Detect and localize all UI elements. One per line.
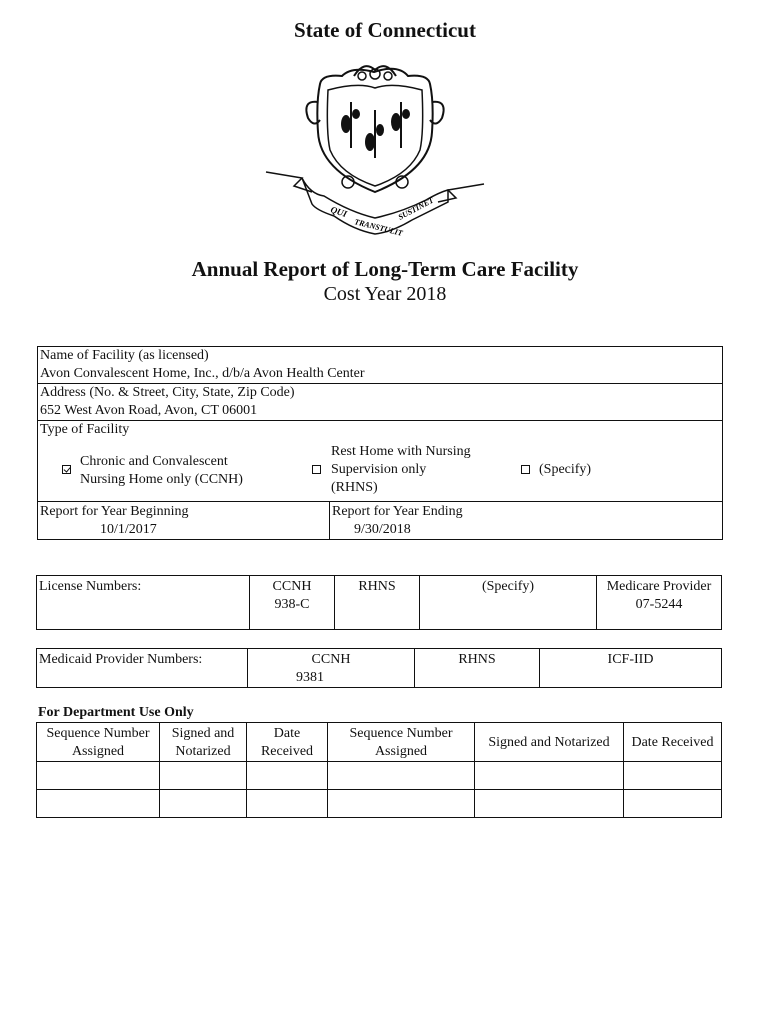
license-ccnh-value: 938-C [274,597,310,612]
dept-header-signed-2 [475,723,624,762]
medicaid-ccnh-label: CCNH [311,652,351,667]
department-use-table [36,722,722,818]
dept-header-date-2-line1: Date Received [631,735,714,750]
license-ccnh-cell [250,576,335,630]
specify-checkbox[interactable] [521,465,530,474]
license-specify-label: (Specify) [481,579,535,594]
license-rhns-label: RHNS [358,579,396,594]
year-ending-label: Report for Year Ending [332,504,463,519]
rhns-option-line1: Rest Home with Nursing [331,444,471,459]
dept-header-seq-1-line1: Sequence Number [46,726,150,741]
medicaid-numbers-table [36,648,722,688]
license-medicare-cell [597,576,722,630]
department-use-heading: For Department Use Only [38,705,194,720]
rhns-option-line2: Supervision only [331,462,427,477]
dept-cell[interactable] [475,762,624,790]
dept-header-date-2 [624,723,722,762]
medicaid-icf-cell [540,649,722,688]
dept-row-2 [37,790,722,818]
dept-cell[interactable] [247,762,328,790]
dept-row-1 [37,762,722,790]
seal-motto-1: QUI [329,204,349,220]
specify-option-label: (Specify) [539,462,592,477]
year-beginning-label: Report for Year Beginning [40,504,189,519]
dept-header-date-1-line2: Received [260,744,314,759]
address-label: Address (No. & Street, City, State, Zip Code) [40,385,295,400]
year-ending-value: 9/30/2018 [354,522,411,537]
dept-header-seq-2 [328,723,475,762]
dept-cell[interactable] [37,790,160,818]
license-numbers-table [36,575,722,630]
report-title: Annual Report of Long-Term Care Facility [191,257,579,281]
medicare-value: 07-5244 [635,597,683,612]
dept-header-date-1-line1: Date [273,726,301,741]
medicaid-rhns-label: RHNS [458,652,496,667]
address-value: 652 West Avon Road, Avon, CT 06001 [40,403,258,418]
dept-header-signed-1-line1: Signed and [171,726,235,741]
year-beginning-value: 10/1/2017 [100,522,157,537]
ccnh-option-line1: Chronic and Convalescent [80,454,228,469]
license-label: License Numbers: [39,579,142,594]
dept-cell[interactable] [160,762,247,790]
rhns-option-line3: (RHNS) [331,480,378,495]
cost-year: Cost Year 2018 [323,283,447,305]
medicaid-ccnh-cell [248,649,415,688]
medicaid-ccnh-value: 9381 [296,670,324,685]
dept-cell[interactable] [624,790,722,818]
dept-cell[interactable] [247,790,328,818]
license-rhns-cell [335,576,420,630]
dept-header-signed-1 [160,723,247,762]
dept-cell[interactable] [624,762,722,790]
dept-cell[interactable] [328,762,475,790]
state-title: State of Connecticut [294,18,476,42]
medicaid-icf-label: ICF-IID [607,652,654,667]
dept-header-seq-1-line2: Assigned [71,744,125,759]
medicare-label: Medicare Provider [606,579,712,594]
dept-header-seq-1 [37,723,160,762]
seal-motto-3: SUSTINET [396,195,436,222]
dept-cell[interactable] [37,762,160,790]
facility-info-box [37,346,723,540]
dept-header-signed-2-line1: Signed and Notarized [488,735,610,750]
license-specify-cell [420,576,597,630]
seal-motto-2: TRANSTULIT [353,217,404,238]
rhns-checkbox[interactable] [312,465,321,474]
dept-header-signed-1-line2: Notarized [175,744,231,759]
medicaid-rhns-cell [415,649,540,688]
medicaid-label-cell [37,649,248,688]
facility-name-label: Name of Facility (as licensed) [40,348,209,363]
license-ccnh-label: CCNH [272,579,312,594]
medicaid-label: Medicaid Provider Numbers: [39,652,203,667]
connecticut-seal-icon [262,62,488,240]
dept-cell[interactable] [160,790,247,818]
ccnh-checkbox[interactable] [62,465,71,474]
dept-header-date-1 [247,723,328,762]
ccnh-option-line2: Nursing Home only (CCNH) [80,472,243,487]
dept-cell[interactable] [328,790,475,818]
dept-header-seq-2-line1: Sequence Number [349,726,453,741]
dept-cell[interactable] [475,790,624,818]
dept-header-seq-2-line2: Assigned [374,744,428,759]
facility-type-label: Type of Facility [40,422,130,437]
license-label-cell [37,576,250,630]
facility-name-value: Avon Convalescent Home, Inc., d/b/a Avon Health Center [40,366,365,381]
